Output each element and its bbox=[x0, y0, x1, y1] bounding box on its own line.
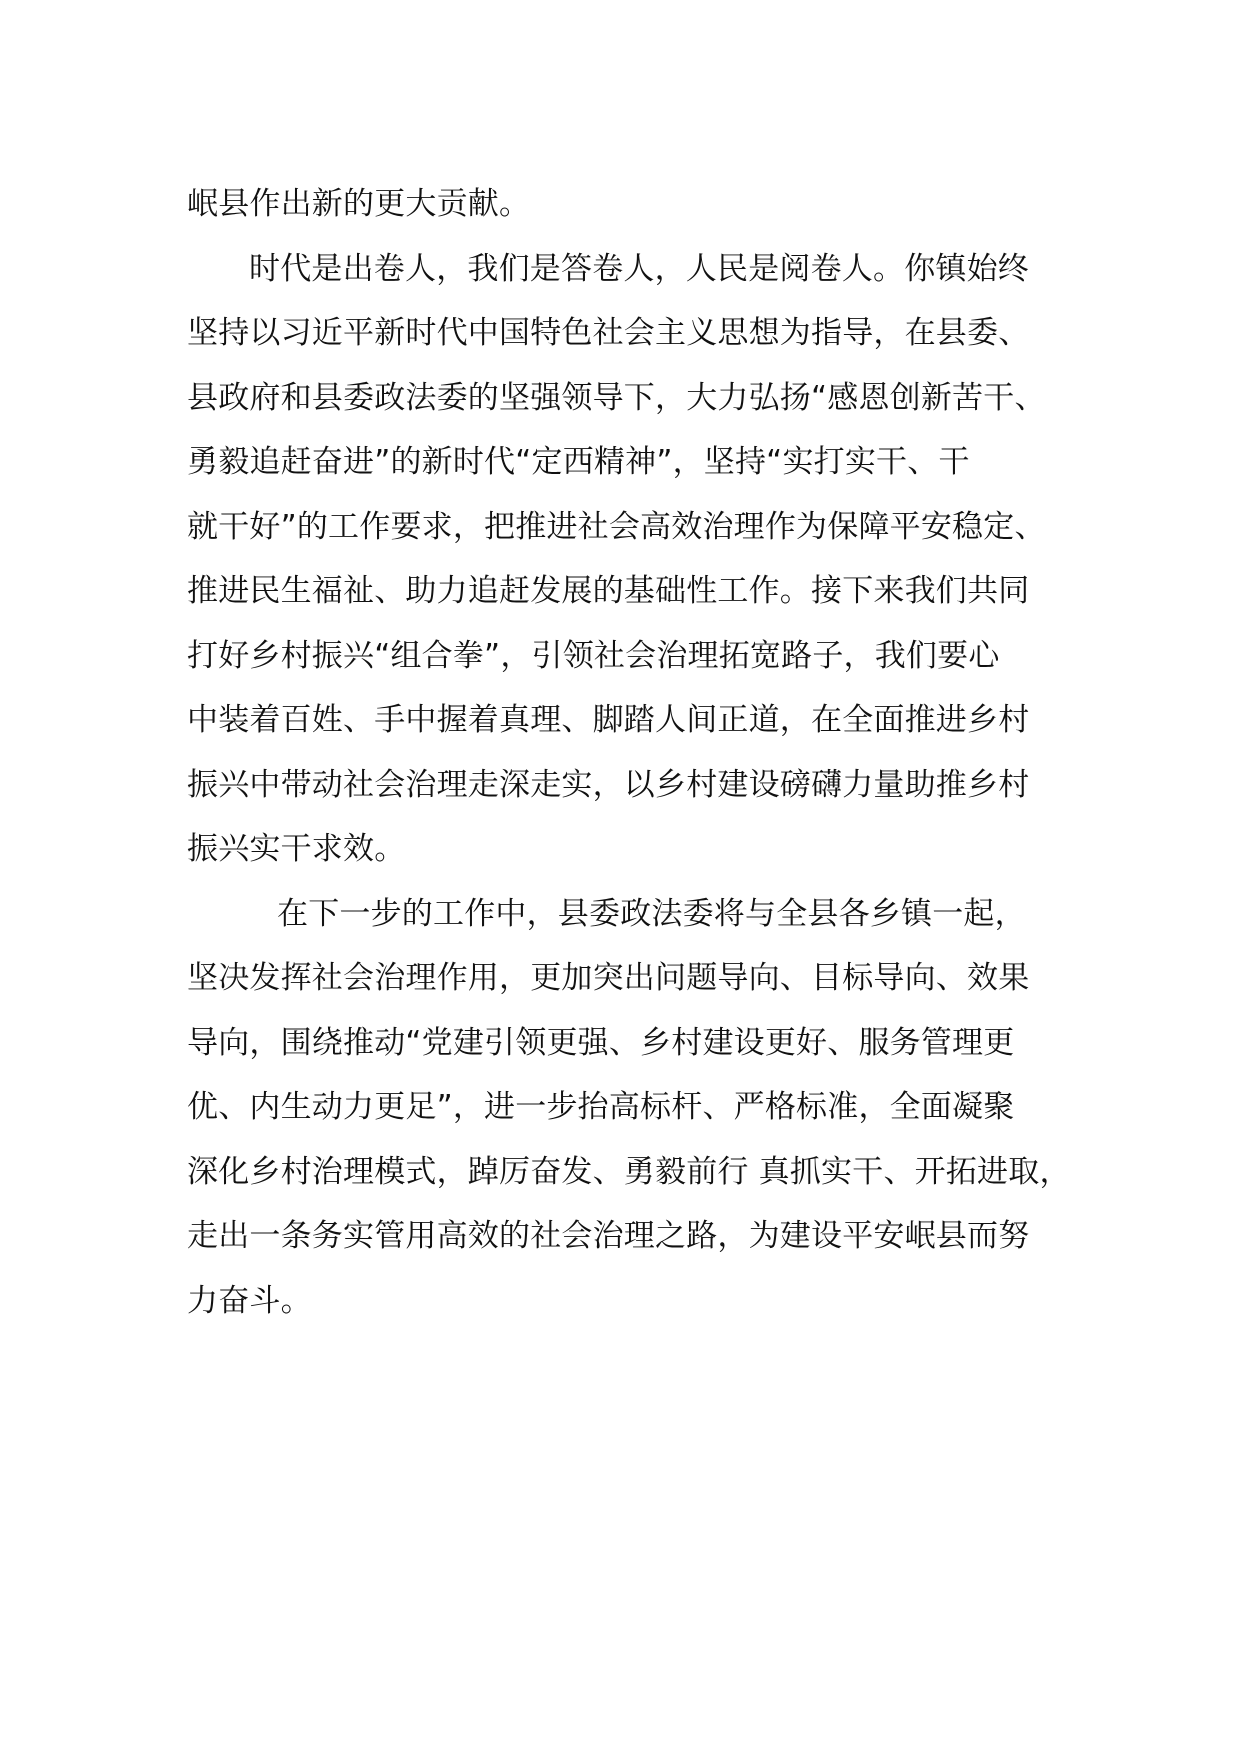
text-line: 中装着百姓、手中握着真理、脚踏人间正道，在全面推进乡村 bbox=[187, 702, 1030, 738]
text-line: 打好乡村振兴“组合拳”，引领社会治理拓宽路子，我们要心 bbox=[187, 637, 1000, 674]
paragraph-start-line: 时代是出卷人，我们是答卷人，人民是阅卷人。你镇始终 bbox=[249, 250, 1029, 287]
text-line: 推进民生福祉、助力追赶发展的基础性工作。接下来我们共同 bbox=[187, 573, 1030, 609]
text-line: 深化乡村治理模式，踔厉奋发、勇毅前行 真抓实干、开拓进取， bbox=[187, 1153, 1071, 1190]
text-line: 导向，围绕推动“党建引领更强、乡村建设更好、服务管理更 bbox=[187, 1024, 1015, 1061]
document-body bbox=[187, 172, 1087, 1333]
text-line: 力奋斗。 bbox=[187, 1282, 312, 1319]
text-line: 勇毅追赶奋进”的新时代“定西精神”，坚持“实打实干、干 bbox=[187, 444, 970, 480]
text-line: 优、内生动力更足”，进一步抬高标杆、严格标准，全面凝聚 bbox=[187, 1089, 1015, 1125]
text-line: 坚持以习近平新时代中国特色社会主义思想为指导，在县委、 bbox=[187, 315, 1030, 351]
text-line: 振兴中带动社会治理走深走实，以乡村建设磅礴力量助推乡村 bbox=[187, 766, 1030, 803]
text-line: 坚决发挥社会治理作用，更加突出问题导向、目标导向、效果 bbox=[187, 960, 1030, 996]
paragraph-start-line: 在下一步的工作中，县委政法委将与全县各乡镇一起， bbox=[277, 895, 1026, 932]
text-line: 振兴实干求效。 bbox=[187, 831, 406, 867]
text-line: 走出一条务实管用高效的社会治理之路，为建设平安岷县而努 bbox=[187, 1218, 1030, 1254]
text-line: 就干好”的工作要求，把推进社会高效治理作为保障平安稳定、 bbox=[187, 508, 1046, 545]
text-line: 岷县作出新的更大贡献。 bbox=[187, 186, 531, 222]
text-line: 县政府和县委政法委的坚强领导下，大力弘扬“感恩创新苦干、 bbox=[187, 379, 1046, 416]
